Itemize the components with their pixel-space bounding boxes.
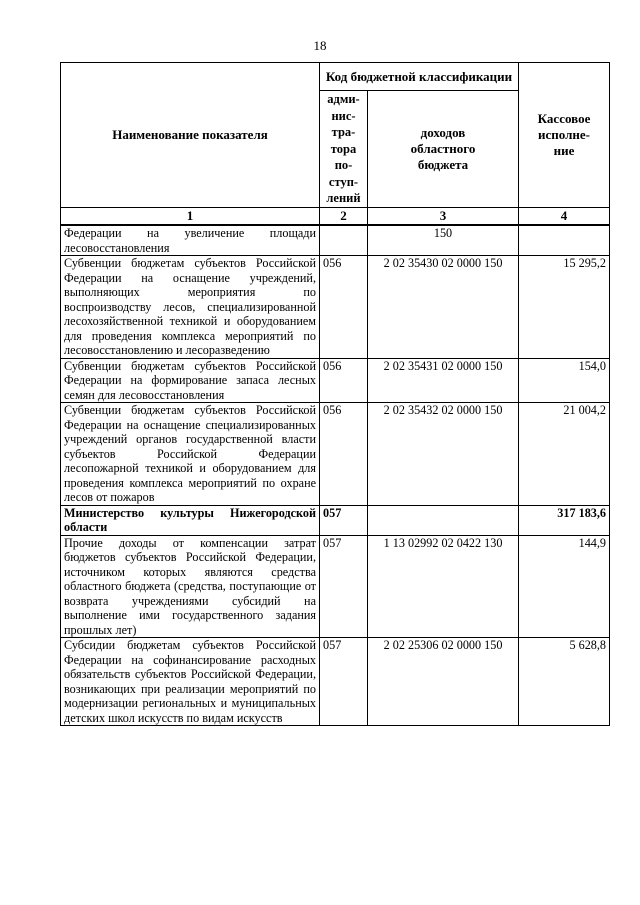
header-income: доходов областного бюджета	[368, 91, 519, 208]
row-income-code: 2 02 25306 02 0000 150	[368, 638, 519, 726]
row-admin-code: 057	[320, 535, 368, 638]
row-income-code: 2 02 35431 02 0000 150	[368, 358, 519, 403]
row-admin-code: 056	[320, 256, 368, 359]
row-name: Прочие доходы от компенсации затрат бюджетов субъектов Российской Федерации, источником которых являются средства областного бюджета (средства, поступающие от возврата учреждениями субсидий на выполнение ими государственного задания прошлых лет)	[61, 535, 320, 638]
column-number-4: 4	[519, 207, 610, 225]
header-cash: Кассовое исполне- ние	[519, 63, 610, 208]
row-amount: 144,9	[519, 535, 610, 638]
header-name: Наименование показателя	[61, 63, 320, 208]
row-amount	[519, 225, 610, 256]
row-income-code: 2 02 35430 02 0000 150	[368, 256, 519, 359]
column-number-1: 1	[61, 207, 320, 225]
page-number: 18	[313, 38, 327, 53]
row-income-code: 1 13 02992 02 0422 130	[368, 535, 519, 638]
row-income-code	[368, 505, 519, 535]
row-name: Субвенции бюджетам субъектов Российской Федерации на оснащение специализированных учреждений органов государственной власти субъектов Российской Федерации лесопожарной техникой и оборудованием для проведения комплекса мероприятий по охране лесов от пожаров	[61, 403, 320, 506]
row-amount: 154,0	[519, 358, 610, 403]
row-name: Субвенции бюджетам субъектов Российской Федерации на оснащение учреждений, выполняющих мероприятия по воспроизводству лесов, специализированной лесохозяйственной техникой и оборудованием для проведения комплекса мероприятий по лесовосстановлению и лесоразведению	[61, 256, 320, 359]
row-admin-code: 056	[320, 403, 368, 506]
row-amount: 5 628,8	[519, 638, 610, 726]
row-name: Субсидии бюджетам субъектов Российской Федерации на софинансирование расходных обязательств субъектов Российской Федерации, возникающих при реализации мероприятий по модернизации региональных и муниципальных детских школ искусств по видам искусств	[61, 638, 320, 726]
header-code-group: Код бюджетной классификации	[320, 63, 519, 91]
row-admin-code	[320, 225, 368, 256]
row-amount: 317 183,6	[519, 505, 610, 535]
table-row	[61, 638, 610, 726]
table-row	[61, 358, 610, 403]
row-amount: 21 004,2	[519, 403, 610, 506]
table-body	[61, 225, 610, 726]
row-name: Министерство культуры Нижегородской области	[61, 505, 320, 535]
row-admin-code: 057	[320, 505, 368, 535]
row-name: Федерации на увеличение площади лесовосстановления	[61, 225, 320, 256]
table-row	[61, 256, 610, 359]
table-row	[61, 535, 610, 638]
row-amount: 15 295,2	[519, 256, 610, 359]
row-name: Субвенции бюджетам субъектов Российской Федерации на формирование запаса лесных семян для лесовосстановления	[61, 358, 320, 403]
column-number-3: 3	[368, 207, 519, 225]
header-admin: адми- нис- тра- тора по- ступ- лений	[320, 91, 368, 208]
table-row	[61, 225, 610, 256]
row-admin-code: 057	[320, 638, 368, 726]
column-number-2: 2	[320, 207, 368, 225]
row-income-code: 150	[368, 225, 519, 256]
table-row	[61, 505, 610, 535]
row-admin-code: 056	[320, 358, 368, 403]
row-income-code: 2 02 35432 02 0000 150	[368, 403, 519, 506]
budget-table	[60, 62, 610, 726]
table-row	[61, 403, 610, 506]
